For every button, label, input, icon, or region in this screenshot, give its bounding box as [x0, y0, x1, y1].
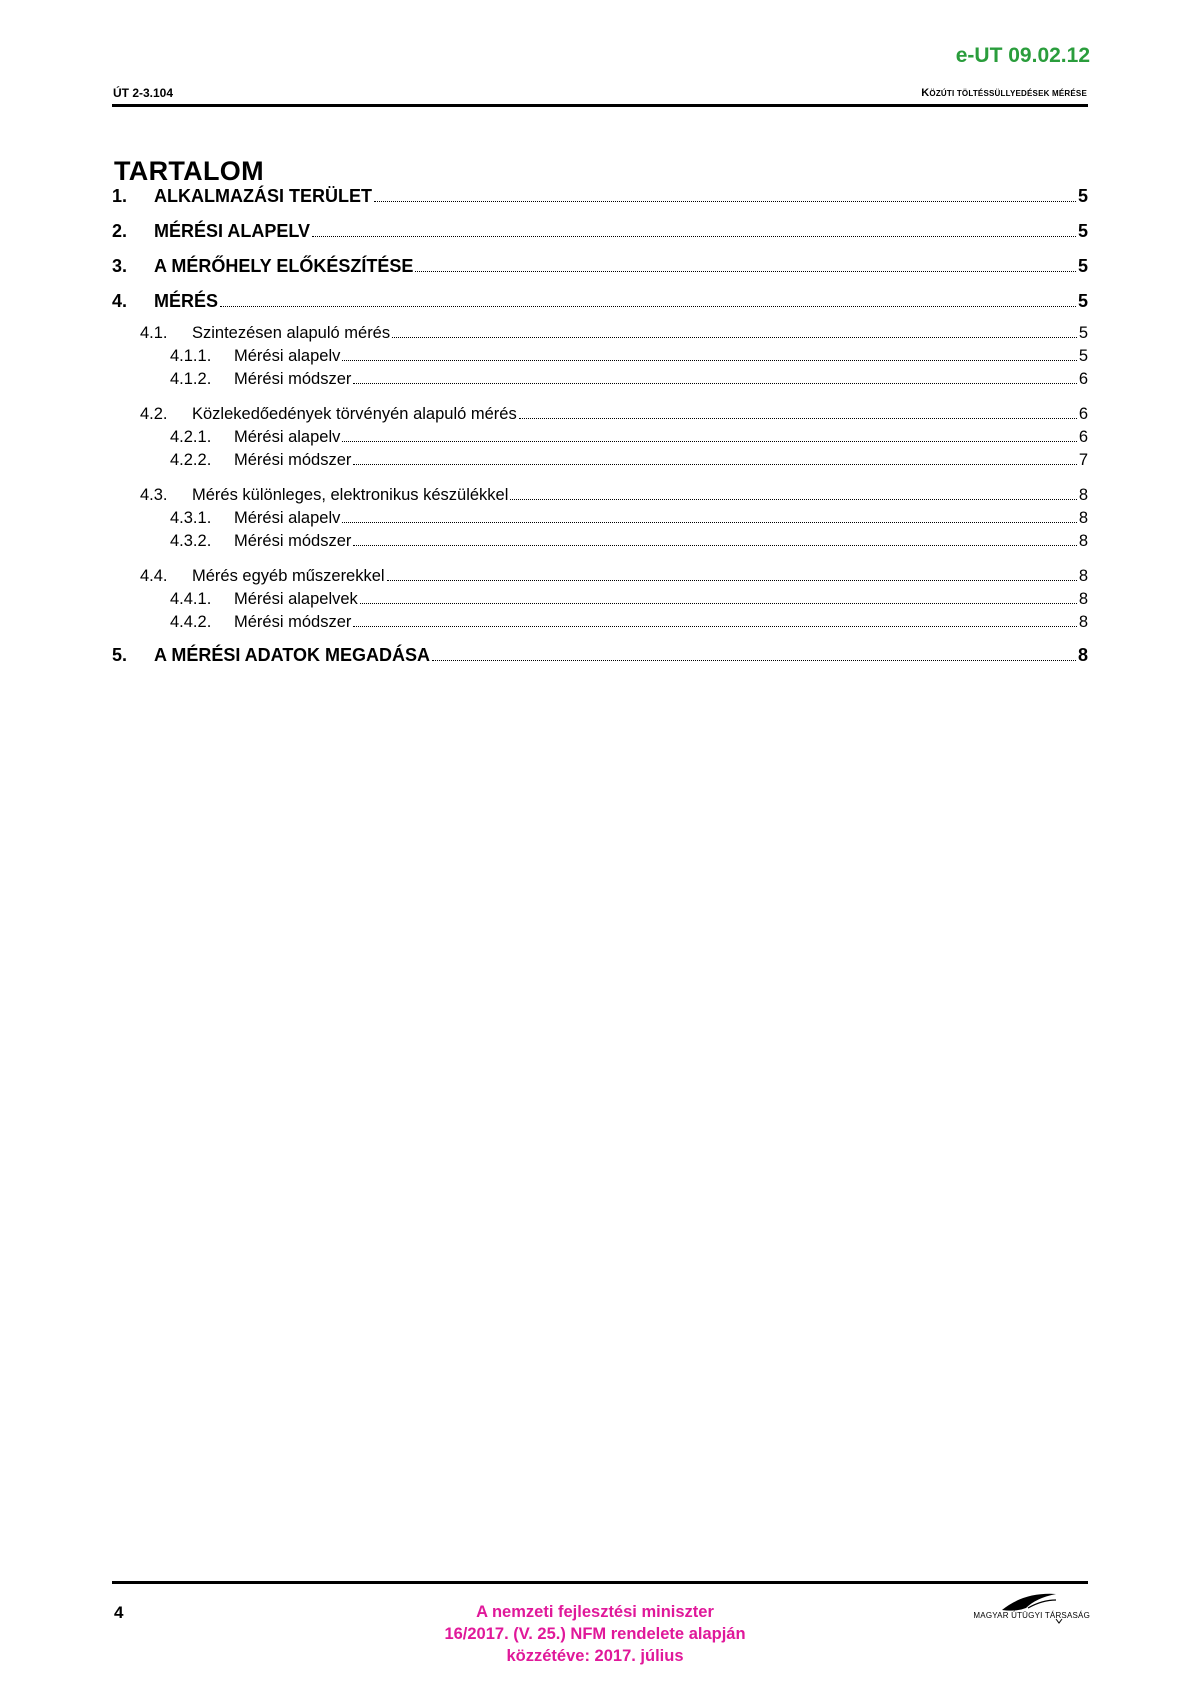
- toc-entry-number: 4.: [112, 291, 128, 311]
- toc-entry-page: 8: [1077, 645, 1088, 665]
- toc-entry-text: Mérési módszer: [234, 451, 352, 469]
- toc-entry-text: Közlekedőedények törvényén alapuló mérés: [192, 405, 517, 423]
- toc-leader-dots: [353, 626, 1076, 627]
- toc-leader-dots: [360, 603, 1077, 604]
- toc-entry-page: 6: [1078, 428, 1088, 446]
- document-title-rest: ÖZÚTI TÖLTÉSSÜLLYEDÉSEK MÉRÉSE: [929, 89, 1087, 98]
- toc-entry-page: 5: [1078, 347, 1088, 365]
- toc-entry-text: Mérési módszer: [234, 532, 352, 550]
- toc-entry-text: Mérési módszer: [234, 370, 352, 388]
- society-logo-text: MAGYAR ÚTÜGYI TÁRSASÁG: [973, 1611, 1090, 1620]
- toc-entry-number: 4.2.2.: [170, 451, 212, 469]
- toc-entry-text: ALKALMAZÁSI TERÜLET: [154, 186, 372, 206]
- toc-entry-page: 8: [1078, 486, 1088, 504]
- toc-entry-number: 4.3.: [140, 486, 168, 504]
- toc-entry-text: MÉRÉS: [154, 291, 219, 311]
- toc-entry-page: 5: [1078, 324, 1088, 342]
- header-rule: [112, 104, 1088, 107]
- page-number: 4: [114, 1603, 124, 1622]
- toc-entry-page: 6: [1078, 405, 1088, 423]
- toc-entry-text: Mérés különleges, elektronikus készülékkel: [192, 486, 509, 504]
- toc-leader-dots: [353, 464, 1076, 465]
- toc-entry[interactable]: [0, 590, 1088, 609]
- toc-entry-number: 4.1.: [140, 324, 168, 342]
- toc-leader-dots: [519, 418, 1077, 419]
- toc-leader-dots: [342, 441, 1076, 442]
- toc-entry-page: 5: [1077, 221, 1088, 241]
- toc-entry-number: 4.3.1.: [170, 509, 212, 527]
- toc-entry[interactable]: [0, 324, 1088, 343]
- toc-leader-dots: [374, 201, 1076, 202]
- toc-leader-dots: [353, 545, 1076, 546]
- toc-entry-page: 5: [1077, 256, 1088, 276]
- toc-leader-dots: [510, 499, 1076, 500]
- toc-entry-number: 4.1.2.: [170, 370, 212, 388]
- toc-entry[interactable]: [0, 221, 1088, 242]
- toc-entry-number: 4.4.2.: [170, 613, 212, 631]
- toc-entry-page: 8: [1078, 613, 1088, 631]
- toc-entry[interactable]: [0, 451, 1088, 470]
- toc-entry[interactable]: [0, 347, 1088, 366]
- toc-title: TARTALOM: [114, 156, 264, 186]
- toc-entry-text: Szintezésen alapuló mérés: [192, 324, 391, 342]
- toc-entry-page: 6: [1078, 370, 1088, 388]
- toc-entry[interactable]: [0, 291, 1088, 312]
- footer-notice-line: A nemzeti fejlesztési miniszter: [476, 1603, 714, 1621]
- toc-entry[interactable]: [0, 428, 1088, 447]
- toc-leader-dots: [387, 580, 1077, 581]
- wing-logo-icon: [944, 1588, 1090, 1626]
- toc-leader-dots: [353, 383, 1076, 384]
- footer-notice-line: közzétéve: 2017. július: [506, 1647, 684, 1665]
- toc-entry-number: 4.2.: [140, 405, 168, 423]
- toc-entry-text: Mérési alapelvek: [234, 590, 358, 608]
- toc-entry[interactable]: [0, 509, 1088, 528]
- toc-entry-text: MÉRÉSI ALAPELV: [154, 221, 311, 241]
- toc-entry-page: 5: [1077, 186, 1088, 206]
- document-code: ÚT 2-3.104: [113, 86, 174, 100]
- document-title-initial: K: [921, 87, 930, 99]
- toc-entry-number: 4.4.: [140, 567, 168, 585]
- toc-entry-page: 8: [1078, 567, 1088, 585]
- toc-leader-dots: [432, 660, 1076, 661]
- toc-entry-text: A MÉRÉSI ADATOK MEGADÁSA: [154, 645, 431, 665]
- toc-entry-number: 4.2.1.: [170, 428, 212, 446]
- toc-entry[interactable]: [0, 567, 1088, 586]
- toc-entry-text: Mérési alapelv: [234, 428, 341, 446]
- toc-entry[interactable]: [0, 256, 1088, 277]
- toc-leader-dots: [342, 522, 1076, 523]
- footer-rule: [112, 1581, 1088, 1584]
- toc-entry[interactable]: [0, 370, 1088, 389]
- toc-leader-dots: [312, 236, 1076, 237]
- toc-leader-dots: [220, 306, 1076, 307]
- toc-entry[interactable]: [0, 613, 1088, 632]
- toc-leader-dots: [392, 337, 1077, 338]
- toc-entry-number: 4.1.1.: [170, 347, 212, 365]
- toc-entry-page: 8: [1078, 590, 1088, 608]
- toc-entry-number: 5.: [112, 645, 128, 665]
- toc-entry[interactable]: [0, 645, 1088, 666]
- edition-badge: e-UT 09.02.12: [955, 44, 1090, 67]
- toc-entry-number: 2.: [112, 221, 128, 241]
- toc-entry-text: Mérés egyéb műszerekkel: [192, 567, 385, 585]
- toc-entry-page: 7: [1078, 451, 1088, 469]
- toc-leader-dots: [415, 271, 1076, 272]
- toc-entry[interactable]: [0, 532, 1088, 551]
- toc-entry-text: Mérési alapelv: [234, 509, 341, 527]
- toc-leader-dots: [342, 360, 1076, 361]
- toc-entry[interactable]: [0, 405, 1088, 424]
- footer-notice-line: 16/2017. (V. 25.) NFM rendelete alapján: [444, 1625, 746, 1643]
- toc-entry-number: 3.: [112, 256, 128, 276]
- toc-entry[interactable]: [0, 486, 1088, 505]
- document-title: [921, 87, 1087, 99]
- toc-entry[interactable]: [0, 186, 1088, 207]
- toc-entry-number: 4.4.1.: [170, 590, 212, 608]
- toc-entry-page: 8: [1078, 509, 1088, 527]
- toc-entry-page: 8: [1078, 532, 1088, 550]
- society-logo: [944, 1588, 1090, 1626]
- toc-entry-number: 4.3.2.: [170, 532, 212, 550]
- toc-entry-page: 5: [1077, 291, 1088, 311]
- toc-entry-number: 1.: [112, 186, 128, 206]
- toc-entry-text: Mérési módszer: [234, 613, 352, 631]
- toc-entry-text: Mérési alapelv: [234, 347, 341, 365]
- toc-entry-text: A MÉRŐHELY ELŐKÉSZÍTÉSE: [154, 256, 414, 276]
